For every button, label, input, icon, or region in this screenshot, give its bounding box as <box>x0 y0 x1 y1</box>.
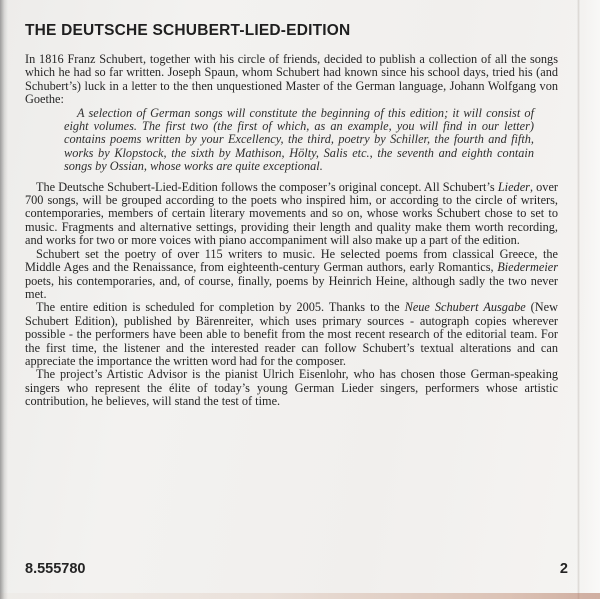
paragraph-edition-concept <box>25 181 558 248</box>
goethe-letter-quote <box>64 107 534 174</box>
paragraph-poets <box>25 248 558 302</box>
paragraph-schedule <box>25 301 558 368</box>
text-run: In 1816 Franz Schubert, together with his circle of friends, decided to publish a collection of all the songs which he had so far written. Joseph Spaun, whom Schubert had known since his school days, tried his (and Schubert’s) luck in a letter to the then unquestioned Master of the German language, Johann Wolfgang von Goethe: <box>25 52 558 107</box>
text-run: , over 700 songs, will be grouped according to the poets who inspired him, or according to the circle of writers, contemporaries, members of certain literary movements and so on, whose works Schubert chose to set to music. Fragments and alternative settings, providing their length and quality make them worth recording, and works for two or more voices with piano accompaniment will also make up a part of the edition. <box>25 179 559 248</box>
text-run: The entire edition is scheduled for completion by 2005. Thanks to the <box>36 300 405 315</box>
text-run: The project’s Artistic Advisor is the pianist Ulrich Eisenlohr, who has chosen those German-speaking singers who represent the élite of today’s young German Lieder singers, performers whose artistic contribution, he believes, will stand the test of time. <box>25 367 558 409</box>
text-run: (New Schubert Edition), published by Bärenreiter, which uses primary sources - autograph copies wherever possible - the performers have been able to benefit from the most recent research of the editorial team. For the first time, the listener and the interested reader can follow Schubert’s textual alterations and can appreciate the importance the written word had for the composer. <box>25 300 558 368</box>
page-title: THE DEUTSCHE SCHUBERT-LIED-EDITION <box>25 22 351 39</box>
page-number: 2 <box>559 561 568 577</box>
scan-edge-bottom <box>0 593 600 599</box>
text-run: poets, his contemporaries, and, of course, finally, poems by Heinrich Heine, although sadly the two never met. <box>25 273 558 301</box>
italic-text-run: Biedermeier <box>497 260 558 275</box>
quote-text-run: A selection of German songs will constitute the beginning of this edition; it will consist of eight volumes. The first two (the first of which, as an example, you will find in our letter) contains poems written by your Excellency, the third, poetry by Schiller, the fourth and fifth, works by Klopstock, the sixth by Mathison, Hölty, Salis etc., the seventh and eighth contain songs by Ossian, whose works are quite exceptional. <box>64 105 534 174</box>
text-run: Schubert set the poetry of over 115 writers to music. He selected poems from classical Greece, the Middle Ages and the Renaissance, from eighteenth-century German authors, early Romantics, <box>25 246 558 275</box>
paragraph-artistic-advisor <box>25 368 558 408</box>
page-footer <box>25 561 568 577</box>
catalog-number: 8.555780 <box>25 561 86 577</box>
italic-text-run: Lieder <box>497 179 530 194</box>
italic-text-run: Neue Schubert Ausgabe <box>404 300 526 315</box>
paragraph-intro <box>25 53 558 107</box>
text-run: The Deutsche Schubert-Lied-Edition follows the composer’s original concept. All Schubert’s <box>36 179 498 194</box>
